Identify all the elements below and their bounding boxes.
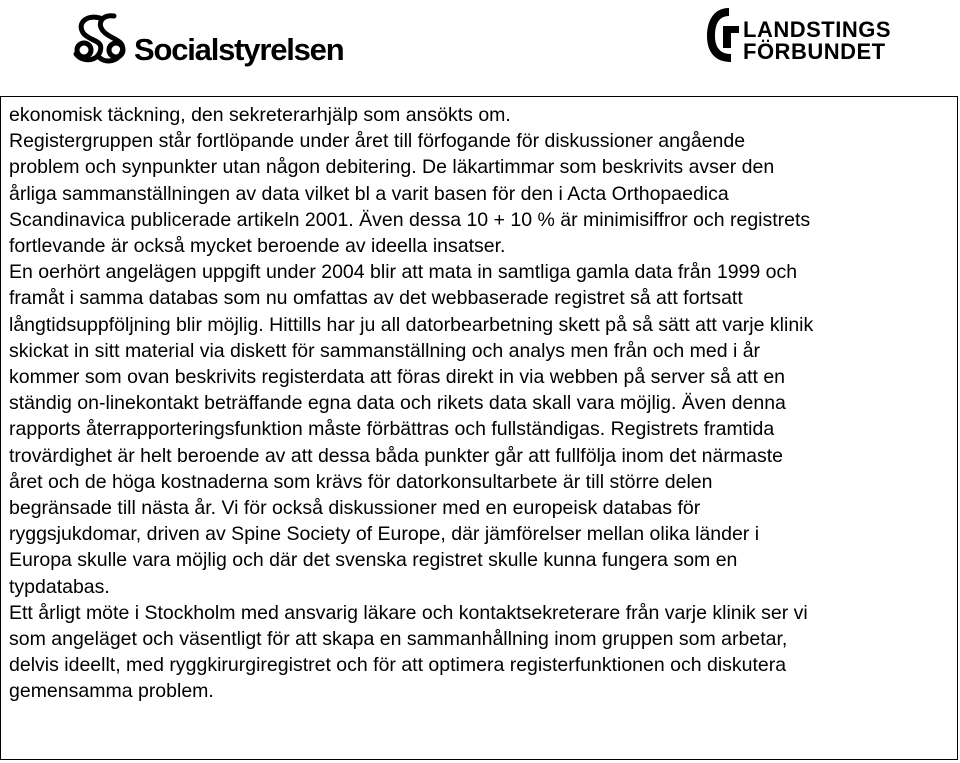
text-line: delvis ideellt, med ryggkirurgiregistret och för att optimera registerfunktionen och diskutera [9, 654, 787, 677]
text-line: typdatabas. [9, 575, 110, 598]
text-line: långtidsuppföljning blir möjlig. Hittills har ju all datorbearbetning skett på så sätt att varje klinik [9, 313, 814, 336]
text-line: årliga sammanställningen av data vilket bl a varit basen för den i Acta Orthopaedica [9, 182, 729, 205]
text-line: Scandinavica publicerade artikeln 2001. Även dessa 10 + 10 % är minimisiffror och registrets [9, 208, 811, 231]
text-line: ständig on-linekontakt beträffande egna data och rikets data skall vara möjlig. Även denna [9, 392, 786, 415]
landstingsforbundet-logo [703, 4, 923, 66]
text-line: trovärdighet är helt beroende av att dessa båda punkter går att fullfölja inom det närmaste [9, 444, 783, 467]
document-text [9, 102, 954, 705]
logo-line-2: FÖRBUNDET [743, 39, 886, 64]
text-line: problem och synpunkter utan någon debitering. De läkartimmar som beskrivits avser den [9, 156, 775, 179]
text-line: ryggsjukdomar, driven av Spine Society of Europe, där jämförelser mellan olika länder i [9, 523, 760, 546]
landstingsforbundet-wordmark [743, 19, 891, 63]
text-line: Ett årligt möte i Stockholm med ansvarig läkare och kontaktsekreterare från varje klinik ser vi [9, 601, 808, 624]
text-line: rapports återrapporteringsfunktion måste förbättras och fullständigas. Registrets framtida [9, 418, 775, 441]
text-line: ekonomisk täckning, den sekreterarhjälp som ansökts om. [9, 104, 511, 126]
text-line: gemensamma problem. [9, 680, 214, 703]
text-line: kommer som ovan beskrivits registerdata att föras direkt in via webben på server så att en [9, 366, 786, 389]
landstingsforbundet-emblem-icon [703, 4, 743, 66]
text-line: skickat in sitt material via diskett för sammanställning och analys men från och med i år [9, 339, 761, 362]
text-line: fortlevande är också mycket beroende av ideella insatser. [9, 235, 506, 258]
text-line: Registergruppen står fortlöpande under året till förfogande för diskussioner angående [9, 130, 746, 153]
socialstyrelsen-emblem-icon [70, 10, 134, 68]
document-body-frame [0, 96, 958, 760]
text-line: som angeläget och väsentligt för att skapa en sammanhållning inom gruppen som arbetar, [9, 628, 788, 651]
text-line: En oerhört angelägen uppgift under 2004 blir att mata in samtliga gamla data från 1999 och [9, 261, 798, 284]
text-line: begränsade till nästa år. Vi för också diskussioner med en europeisk databas för [9, 497, 701, 520]
socialstyrelsen-wordmark: Socialstyrelsen [134, 32, 344, 67]
text-line: framåt i samma databas som nu omfattas av det webbaserade registret så att fortsatt [9, 287, 743, 310]
socialstyrelsen-logo [70, 10, 344, 68]
text-line: året och de höga kostnaderna som krävs för datorkonsultarbete är till större delen [9, 470, 713, 493]
text-line: Europa skulle vara möjlig och där det svenska registret skulle kunna fungera som en [9, 549, 738, 572]
page-header [0, 0, 960, 96]
logo-line-1: LANDSTINGS [743, 17, 891, 42]
